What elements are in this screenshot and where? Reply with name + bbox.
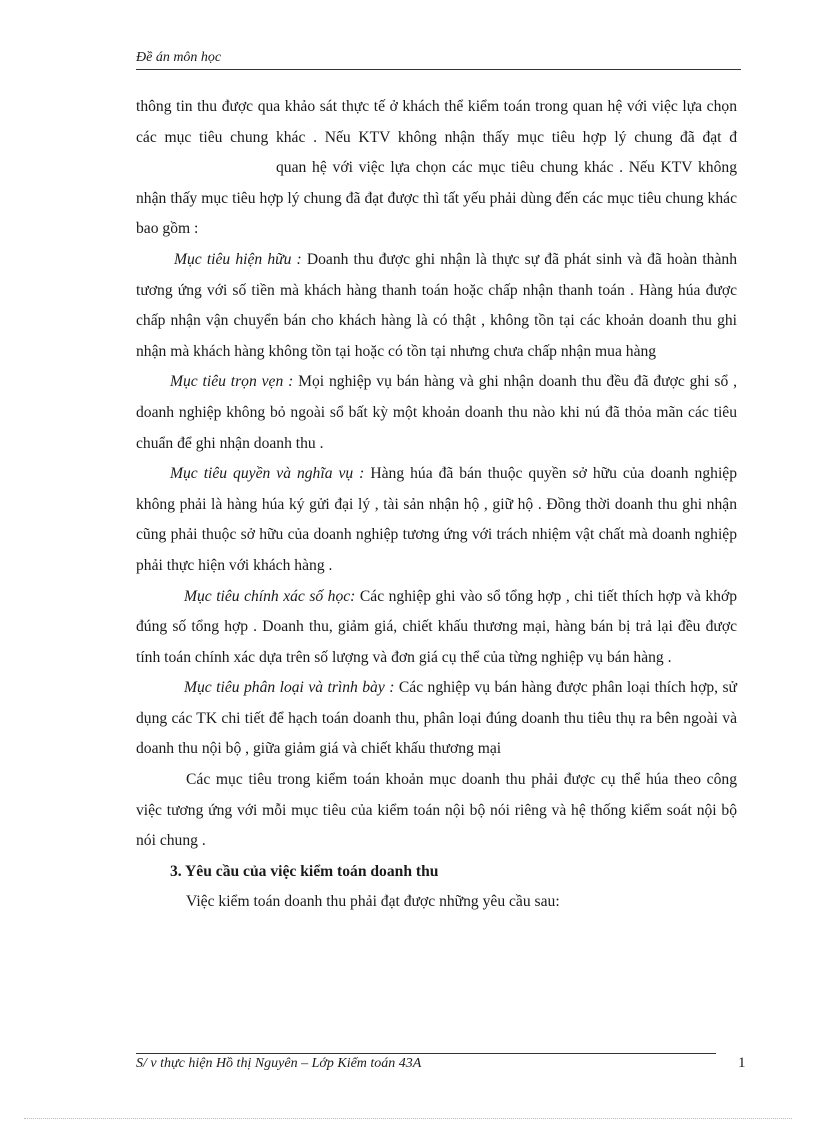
paragraph-summary	[136, 765, 737, 857]
document-body	[136, 92, 737, 918]
intro-text-a: thông tin thu được qua khảo sát thực tế ở khách thể kiểm toán trong quan hệ với việc lựa chọn các mục tiêu chung khác . Nếu KTV không nhận thấy mục tiêu hợp lý chung đã đạt đ	[136, 98, 737, 146]
paragraph-intro	[136, 92, 737, 245]
page-footer: S/ v thực hiện Hồ thị Nguyên – Lớp Kiểm toán 43A	[136, 1056, 422, 1071]
objective-text: Các nghiệp ghi vào sổ tổng hợp , chi tiết thích hợp và khớp đúng số tổng hợp . Doanh thu, giảm giá, chiết khấu thương mại, hàng bán bị trả lại đều được tính toán chính xác dựa trên số lượng và đơn giá cụ thể của từng nghiệp vụ bán hàng .	[136, 587, 737, 666]
page-bottom-border	[24, 1118, 792, 1119]
objective-text: Mọi nghiệp vụ bán hàng và ghi nhận doanh thu đều đã được ghi sổ , doanh nghiệp không bỏ ngoài sổ bất kỳ một khoản doanh thu nào khi nú đã thỏa mãn các tiêu chuẩn để ghi nhận doanh thu .	[136, 373, 737, 452]
paragraph-completeness	[136, 367, 737, 459]
objective-text: Hàng húa đã bán thuộc quyền sở hữu của doanh nghiệp không phải là hàng húa ký gửi đại lý , tài sản nhận hộ , giữ hộ . Đồng thời doanh thu ghi nhận cũng phải thuộc sở hữu của doanh nghiệp tương ứng với trách nhiệm vật chất mà doanh nghiệp phải thực hiện với khách hàng .	[136, 465, 737, 574]
paragraph-classification	[136, 673, 737, 765]
objective-text: Doanh thu được ghi nhận là thực sự đã phát sinh và đã hoàn thành tương ứng với số tiền mà khách hàng thanh toán hoặc chấp nhận thanh toán . Hàng húa được chấp nhận vận chuyển bán cho khách hàng là có thật , không tồn tại các khoản doanh thu ghi nhận mà khách hàng không tồn tại hoặc có tồn tại nhưng chưa chấp nhận mua hàng	[136, 250, 737, 360]
objective-lead: Mục tiêu trọn vẹn :	[170, 373, 294, 391]
paragraph-accuracy	[136, 582, 737, 674]
objective-lead: Mục tiêu quyền và nghĩa vụ :	[170, 465, 365, 483]
objective-lead: Mục tiêu hiện hữu :	[174, 250, 302, 268]
footer-divider	[136, 1053, 716, 1054]
header-divider	[136, 69, 741, 70]
section-heading: 3. Yêu cầu của việc kiểm toán doanh thu	[170, 862, 439, 880]
paragraph-closing: Việc kiểm toán doanh thu phải đạt được những yêu cầu sau:	[186, 893, 560, 911]
paragraph-existence	[136, 245, 737, 367]
paragraph-rights	[136, 459, 737, 581]
intro-text-b: quan hệ với việc lựa chọn các mục tiêu chung khác . Nếu KTV không nhận thấy mục tiêu hợp lý chung đã đạt được thì tất yếu phải dùng đến các mục tiêu chung khác bao gồm :	[136, 159, 737, 238]
objective-text: Các nghiệp vụ bán hàng được phân loại thích hợp, sử dụng các TK chi tiết để hạch toán doanh thu, phân loại đúng doanh thu tiêu thụ ra bên ngoài và doanh thu nội bộ , giữa giảm giá và chiết khấu thương mại	[136, 679, 737, 758]
objective-lead: Mục tiêu chính xác số học:	[184, 587, 356, 605]
page-number: 1	[738, 1055, 746, 1071]
summary-text: Các mục tiêu trong kiểm toán khoản mục doanh thu phải được cụ thể húa theo công việc tương ứng với mỗi mục tiêu của kiểm toán nội bộ nói riêng và hệ thống kiểm soát nội bộ nói chung .	[136, 771, 737, 850]
objective-lead: Mục tiêu phân loại và trình bày :	[184, 679, 395, 697]
page-header: Đề án môn học	[136, 50, 222, 65]
